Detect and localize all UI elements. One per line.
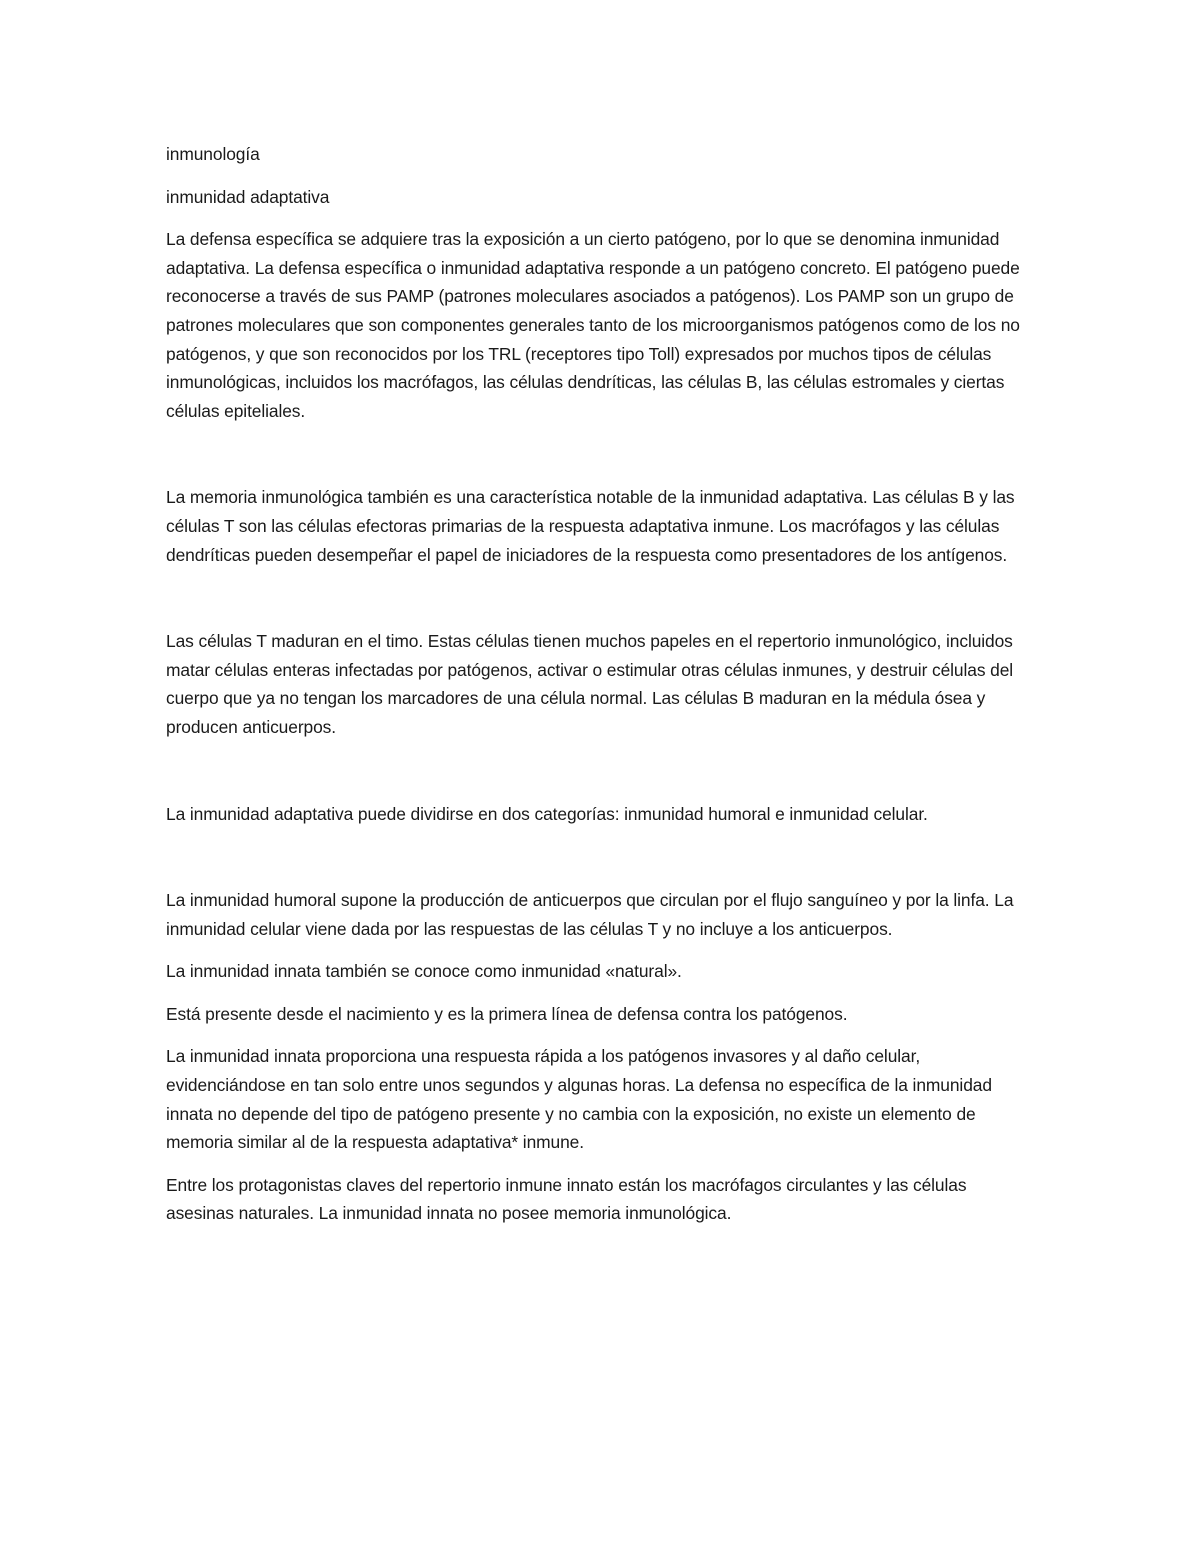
paragraph-innate-response: La inmunidad innata proporciona una respuesta rápida a los patógenos invasores y al daño celular, evidenciándose en tan solo entre unos segundos y algunas horas. La defensa no específica de la inmunidad innata no depende del tipo de patógeno presente y no cambia con la exposición, no existe un elemento de memoria similar al de la respuesta adaptativa* inmune.	[166, 1046, 992, 1153]
paragraph-adaptive-defense: La defensa específica se adquiere tras la exposición a un cierto patógeno, por lo que se denomina inmunidad adaptativa. La defensa específica o inmunidad adaptativa responde a un patógeno concreto. El patógeno puede reconocerse a través de sus PAMP (patrones moleculares asociados a patógenos). Los PAMP son un grupo de patrones moleculares que son componentes generales tanto de los microorganismos patógenos como de los no patógenos, y que son reconocidos por los TRL (receptores tipo Toll) expresados por muchos tipos de células inmunológicas, incluidos los macrófagos, las células dendríticas, las células B, las células estromales y ciertas células epiteliales.	[166, 229, 1020, 421]
paragraph-categories: La inmunidad adaptativa puede dividirse en dos categorías: inmunidad humoral e inmunidad celular.	[166, 803, 928, 824]
document-body	[166, 140, 1036, 1242]
paragraph-humoral: La inmunidad humoral supone la producción de anticuerpos que circulan por el flujo sanguíneo y por la linfa. La inmunidad celular viene dada por las respuestas de las células T y no incluye a los anticuerpos.	[166, 890, 1014, 939]
paragraph-innate-protagonists: Entre los protagonistas claves del repertorio inmune innato están los macrófagos circulantes y las células asesinas naturales. La inmunidad innata no posee memoria inmunológica.	[166, 1174, 967, 1224]
paragraph-t-cells: Las células T maduran en el timo. Estas células tienen muchos papeles en el repertorio inmunológico, incluidos matar células enteras infectadas por patógenos, activar o estimular otras células inmunes, y destruir células del cuerpo que ya no tengan los marcadores de una célula normal. Las células B maduran en la médula ósea y producen anticuerpos.	[166, 631, 1014, 737]
paragraph-innate-natural: La inmunidad innata también se conoce como inmunidad «natural».	[166, 961, 682, 982]
paragraph-immunological-memory: La memoria inmunológica también es una característica notable de la inmunidad adaptativa. Las células B y las células T son las células efectoras primarias de la respuesta adaptativa inmune. Los macrófagos y las células dendríticas pueden desempeñar el papel de iniciadores de la respuesta como presentadores de los antígenos.	[166, 487, 1015, 565]
document-subtitle: inmunidad adaptativa	[166, 186, 330, 207]
paragraph-innate-birth: Está presente desde el nacimiento y es la primera línea de defensa contra los patógenos.	[166, 1003, 848, 1024]
document-title: inmunología	[166, 144, 260, 164]
